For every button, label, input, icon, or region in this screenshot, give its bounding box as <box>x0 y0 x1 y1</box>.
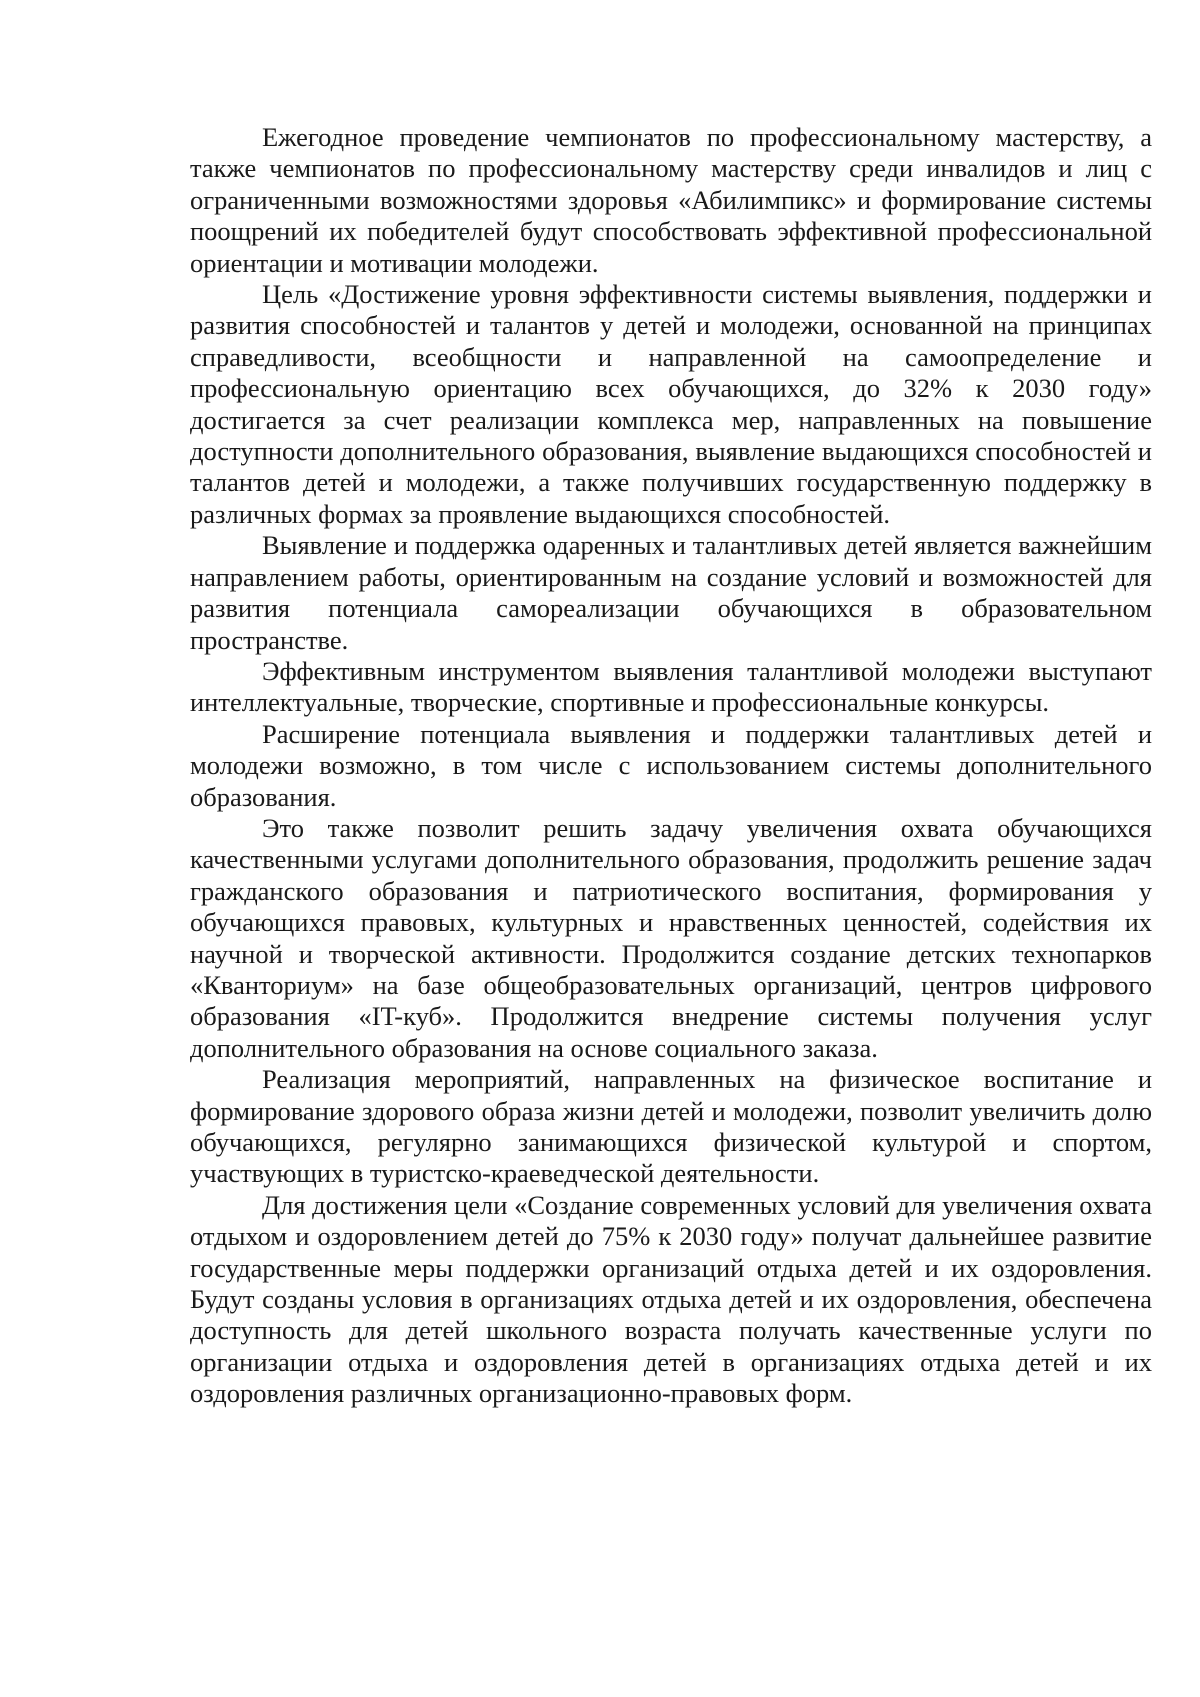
paragraph-gifted-support: Выявление и поддержка одаренных и талантливых детей является важнейшим направлением работы, ориентированным на создание условий и возможностей для развития потенциала самореализации обучающихся в образовательном пространстве. <box>190 530 1152 655</box>
paragraph-kvantorium: Это также позволит решить задачу увеличения охвата обучающихся качественными услугами дополнительного образования, продолжить решение задач гражданского образования и патриотического воспитания, формирования у обучающихся правовых, культурных и нравственных ценностей, содействия их научной и творческой активности. Продолжится создание детских технопарков «Кванториум» на базе общеобразовательных организаций, центров цифрового образования «IT-куб». Продолжится внедрение системы получения услуг дополнительного образования на основе социального заказа. <box>190 812 1152 1063</box>
paragraph-contests: Эффективным инструментом выявления талантливой молодежи выступают интеллектуальные, творческие, спортивные и профессиональные конкурсы. <box>190 655 1152 718</box>
paragraph-recreation-goal: Для достижения цели «Создание современных условий для увеличения охвата отдыхом и оздоровлением детей до 75% к 2030 году» получат дальнейшее развитие государственные меры поддержки организаций отдыха детей и их оздоровления. Будут созданы условия в организациях отдыха детей и их оздоровления, обеспечена доступность для детей школьного возраста получать качественные услуги по организации отдыха и оздоровления детей в организациях отдыха детей и их оздоровления различных организационно-правовых форм. <box>190 1189 1152 1409</box>
paragraph-abilympics: Ежегодное проведение чемпионатов по профессиональному мастерству, а также чемпионатов по профессиональному мастерству среди инвалидов и лиц с ограниченными возможностями здоровья «Абилимпикс» и формирование системы поощрений их победителей будут способствовать эффективной профессиональной ориентации и мотивации молодежи. <box>190 122 1152 278</box>
paragraph-physical-education: Реализация мероприятий, направленных на физическое воспитание и формирование здорового образа жизни детей и молодежи, позволит увеличить долю обучающихся, регулярно занимающихся физической культурой и спортом, участвующих в туристско-краеведческой деятельности. <box>190 1064 1152 1189</box>
paragraph-goal-talents: Цель «Достижение уровня эффективности системы выявления, поддержки и развития способностей и талантов у детей и молодежи, основанной на принципах справедливости, всеобщности и направленной на самоопределение и профессиональную ориентацию всех обучающихся, до 32% к 2030 году» достигается за счет реализации комплекса мер, направленных на повышение доступности дополнительного образования, выявление выдающихся способностей и талантов детей и молодежи, а также получивших государственную поддержку в различных формах за проявление выдающихся способностей. <box>190 279 1152 529</box>
paragraph-additional-education: Расширение потенциала выявления и поддержки талантливых детей и молодежи возможно, в том числе с использованием системы дополнительного образования. <box>190 718 1152 812</box>
document-body <box>190 122 1152 1410</box>
